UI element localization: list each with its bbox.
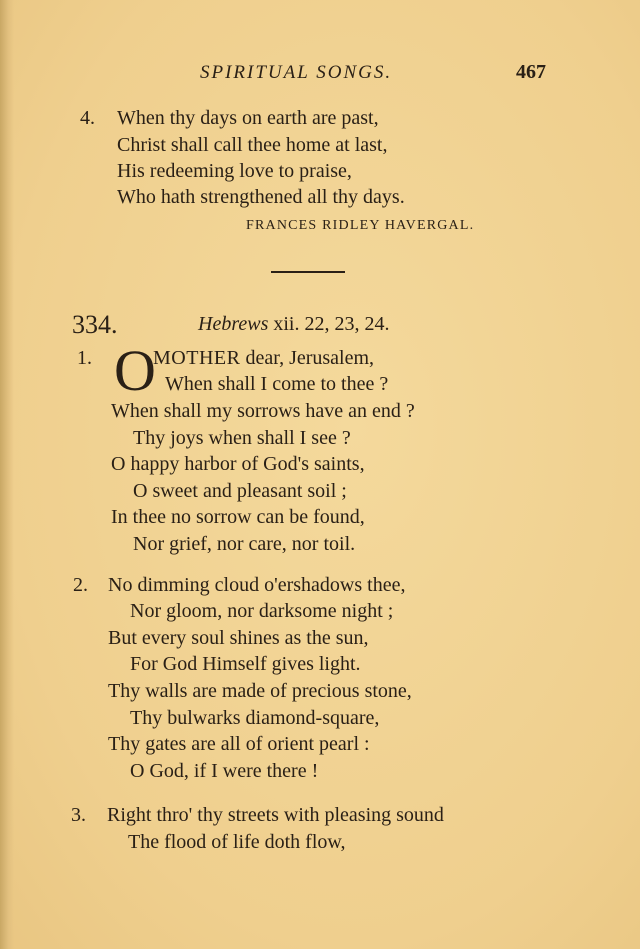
stanza-number: 1. [77, 347, 92, 369]
hymn-line: No dimming cloud o'ershadows thee, [108, 574, 406, 596]
hymn-line: O God, if I were there ! [130, 760, 319, 782]
hymn-line: In thee no sorrow can be found, [111, 506, 365, 528]
hymn-line: O happy harbor of God's saints, [111, 453, 365, 475]
hymn-line: When thy days on earth are past, [117, 107, 379, 129]
hymn-line: Who hath strengthened all thy days. [117, 186, 405, 208]
first-line-rest: dear, Jerusalem, [240, 347, 375, 369]
stanza-number: 3. [71, 804, 86, 826]
hymn-line [153, 348, 374, 368]
page-binding-edge [0, 0, 14, 949]
hymn-number: 334. [72, 310, 118, 339]
stanza-number: 2. [73, 574, 88, 596]
hymn-line: When shall my sorrows have an end ? [111, 400, 415, 422]
scripture-book: Hebrews [198, 313, 269, 335]
hymn-line: O sweet and pleasant soil ; [133, 480, 347, 502]
page-number: 467 [516, 61, 546, 83]
hymn-line: Thy gates are all of orient pearl : [108, 733, 370, 755]
hymn-line: But every soul shines as the sun, [108, 627, 369, 649]
hymn-line: Right thro' thy streets with pleasing sound [107, 804, 444, 826]
hymn-line: Thy joys when shall I see ? [133, 427, 351, 449]
hymn-line: His redeeming love to praise, [117, 160, 352, 182]
drop-cap: O [114, 338, 156, 403]
running-header-title: SPIRITUAL SONGS. [200, 62, 393, 83]
scripture-citation: xii. 22, 23, 24. [273, 313, 390, 335]
scripture-reference [198, 313, 390, 336]
section-divider [271, 271, 345, 273]
hymn-line: Christ shall call thee home at last, [117, 134, 388, 156]
hymn-line: When shall I come to thee ? [165, 373, 389, 395]
author-attribution: FRANCES RIDLEY HAVERGAL. [246, 218, 475, 233]
hymn-line: Thy bulwarks diamond-square, [130, 707, 380, 729]
hymn-line: For God Himself gives light. [130, 653, 361, 675]
hymn-line: Nor grief, nor care, nor toil. [133, 533, 356, 555]
hymn-line: The flood of life doth flow, [128, 831, 346, 853]
hymn-line: Nor gloom, nor darksome night ; [130, 600, 394, 622]
hymn-line: Thy walls are made of precious stone, [108, 680, 412, 702]
stanza-number: 4. [80, 107, 95, 129]
opening-word: MOTHER [153, 347, 241, 369]
